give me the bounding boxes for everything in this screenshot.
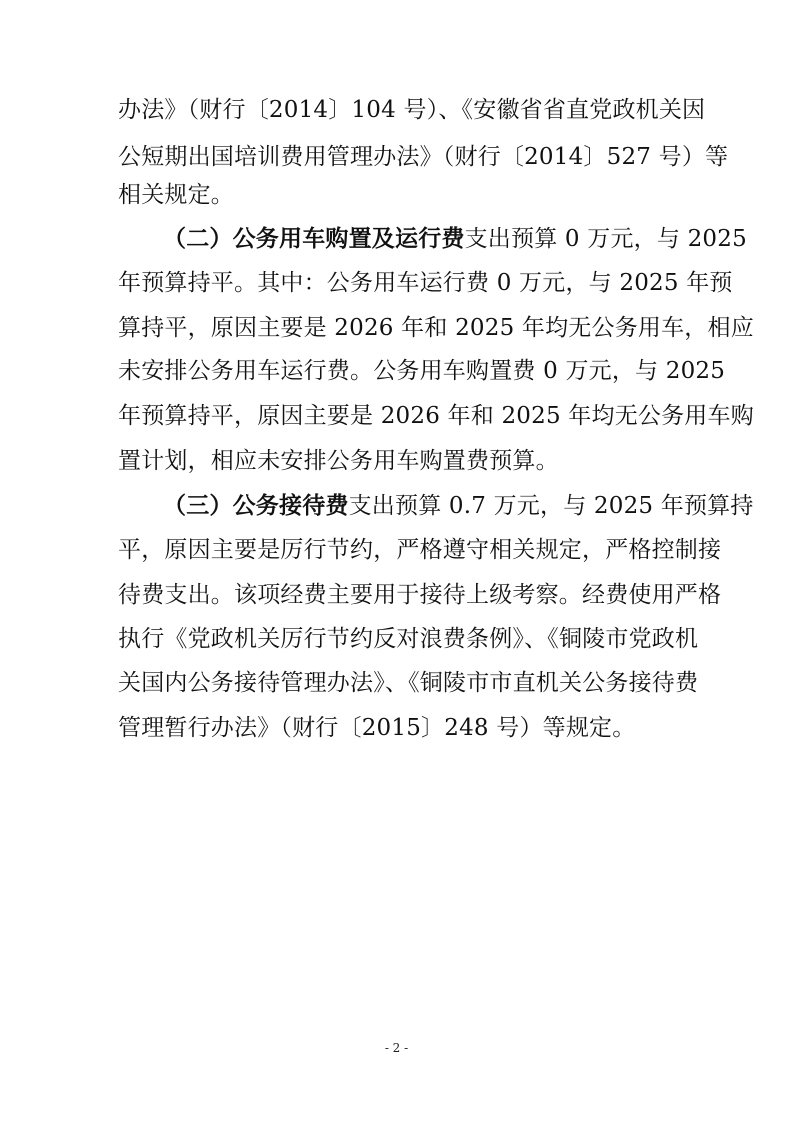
text-line: 待费支出。该项经费主要用于接待上级考察。经费使用严格	[118, 582, 722, 608]
text-line: 相关规定。	[118, 182, 234, 208]
text-line: 公短期出国培训费用管理办法》（财行〔2014〕527 号）等	[118, 144, 729, 170]
text-line: 关国内公务接待管理办法》、《铜陵市市直机关公务接待费	[118, 670, 699, 696]
text-line: 置计划，相应未安排公务用车购置费预算。	[118, 448, 559, 474]
text-line: 年预算持平。其中：公务用车运行费 0 万元，与 2025 年预	[118, 270, 733, 296]
text-line: 执行《党政机关厉行节约反对浪费条例》、《铜陵市党政机	[118, 626, 699, 652]
text-line: 年预算持平，原因主要是 2026 年和 2025 年均无公务用车购	[118, 403, 754, 429]
text-line: 算持平，原因主要是 2026 年和 2025 年均无公务用车，相应	[118, 315, 754, 341]
section-heading: （三）公务接待费	[163, 492, 349, 519]
text-line: 办法》（财行〔2014〕104 号）、《安徽省省直党政机关因	[118, 97, 706, 123]
text-line: 未安排公务用车运行费。公务用车购置费 0 万元，与 2025	[118, 358, 726, 384]
section-heading: （二）公务用车购置及运行费	[163, 225, 465, 252]
text-line: 平，原因主要是厉行节约，严格遵守相关规定，严格控制接	[118, 537, 722, 563]
section-two-heading-line: （二）公务用车购置及运行费支出预算 0 万元，与 2025	[163, 225, 747, 252]
text-line: 管理暂行办法》（财行〔2015〕248 号）等规定。	[118, 715, 636, 741]
page-number: - 2 -	[384, 1041, 409, 1055]
section-three-heading-line: （三）公务接待费支出预算 0.7 万元，与 2025 年预算持	[163, 492, 754, 519]
